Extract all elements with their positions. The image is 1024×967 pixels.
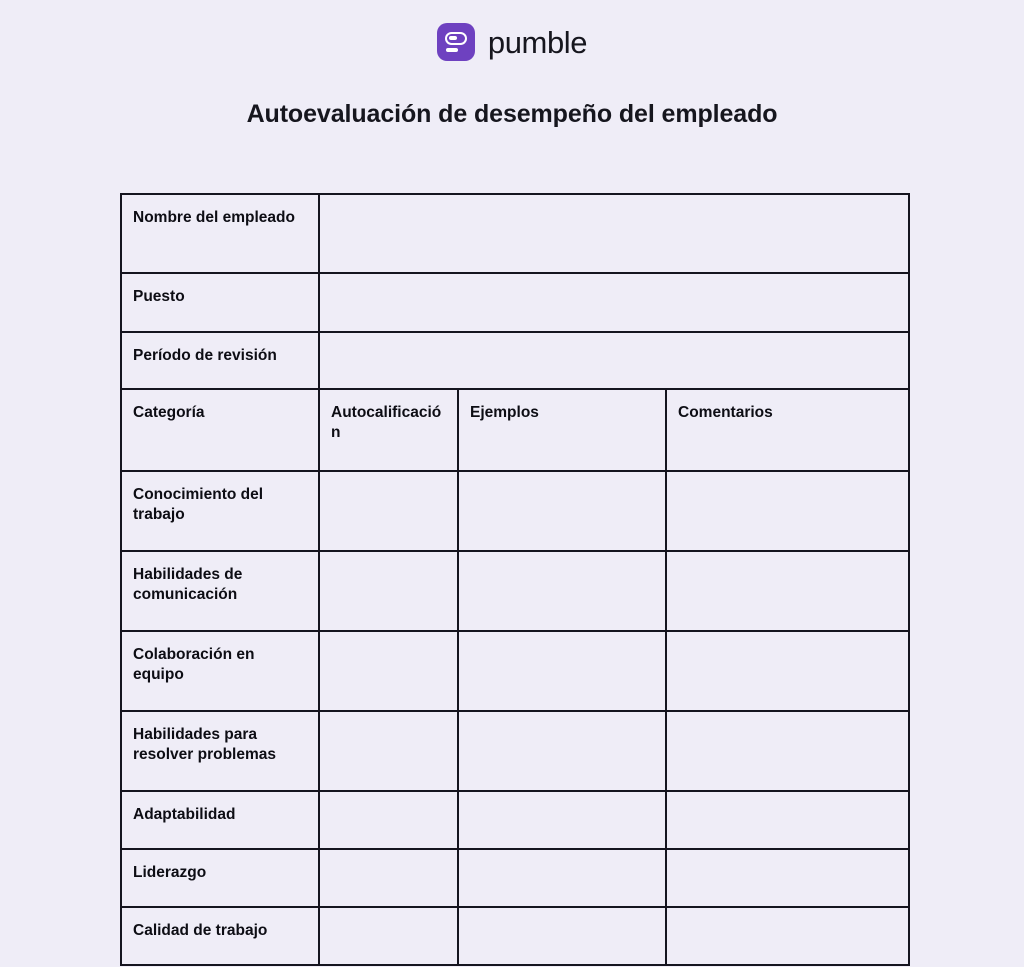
table-row xyxy=(121,791,909,849)
field-input-position[interactable] xyxy=(319,273,909,332)
category-label-work-quality: Calidad de trabajo xyxy=(121,907,319,965)
logo-bubble-shape xyxy=(445,32,467,45)
table-row xyxy=(121,551,909,631)
cell-self-rating[interactable] xyxy=(319,631,458,711)
cell-comments[interactable] xyxy=(666,907,909,965)
brand-header xyxy=(0,0,1024,61)
cell-self-rating[interactable] xyxy=(319,791,458,849)
category-label-communication-skills: Habilidades de comunicación xyxy=(121,551,319,631)
cell-examples[interactable] xyxy=(458,907,666,965)
category-label-job-knowledge: Conocimiento del trabajo xyxy=(121,471,319,551)
pumble-chat-logo-icon xyxy=(437,23,475,61)
table-row-position xyxy=(121,273,909,332)
cell-self-rating[interactable] xyxy=(319,711,458,791)
table-row xyxy=(121,631,909,711)
category-label-leadership: Liderazgo xyxy=(121,849,319,907)
logo-bar-shape xyxy=(446,48,458,52)
cell-examples[interactable] xyxy=(458,631,666,711)
column-header-comments: Comentarios xyxy=(666,389,909,471)
cell-examples[interactable] xyxy=(458,471,666,551)
table-row-employee-name xyxy=(121,194,909,273)
brand-wordmark: pumble xyxy=(487,24,588,60)
cell-examples[interactable] xyxy=(458,711,666,791)
column-header-self-rating: Autocalificación xyxy=(319,389,458,471)
table-row xyxy=(121,849,909,907)
cell-examples[interactable] xyxy=(458,551,666,631)
cell-self-rating[interactable] xyxy=(319,849,458,907)
field-label-position: Puesto xyxy=(121,273,319,332)
page-title: Autoevaluación de desempeño del empleado xyxy=(246,100,778,128)
field-input-employee-name[interactable] xyxy=(319,194,909,273)
table-row xyxy=(121,711,909,791)
category-label-adaptability: Adaptabilidad xyxy=(121,791,319,849)
cell-self-rating[interactable] xyxy=(319,551,458,631)
self-evaluation-table xyxy=(120,193,910,966)
field-input-review-period[interactable] xyxy=(319,332,909,389)
table-header-row xyxy=(121,389,909,471)
cell-comments[interactable] xyxy=(666,791,909,849)
cell-comments[interactable] xyxy=(666,471,909,551)
field-label-employee-name: Nombre del empleado xyxy=(121,194,319,273)
cell-comments[interactable] xyxy=(666,631,909,711)
table-row xyxy=(121,471,909,551)
table-row xyxy=(121,907,909,965)
cell-self-rating[interactable] xyxy=(319,907,458,965)
cell-examples[interactable] xyxy=(458,791,666,849)
table-row-review-period xyxy=(121,332,909,389)
cell-self-rating[interactable] xyxy=(319,471,458,551)
column-header-category: Categoría xyxy=(121,389,319,471)
cell-comments[interactable] xyxy=(666,551,909,631)
self-evaluation-table-container xyxy=(120,193,908,966)
cell-comments[interactable] xyxy=(666,711,909,791)
category-label-team-collaboration: Colaboración en equipo xyxy=(121,631,319,711)
category-label-problem-solving: Habilidades para resolver problemas xyxy=(121,711,319,791)
column-header-examples: Ejemplos xyxy=(458,389,666,471)
field-label-review-period: Período de revisión xyxy=(121,332,319,389)
cell-examples[interactable] xyxy=(458,849,666,907)
cell-comments[interactable] xyxy=(666,849,909,907)
